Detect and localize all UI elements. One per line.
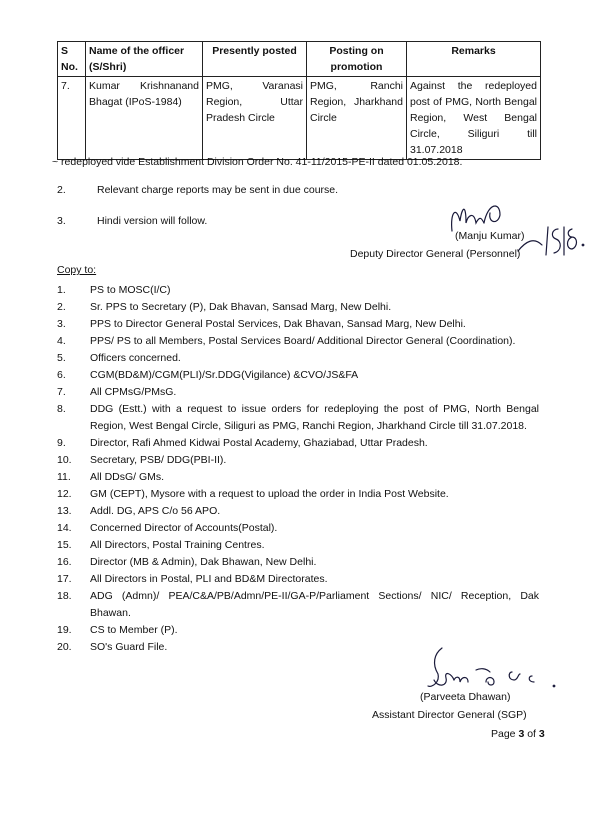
list-item-text: Officers concerned.	[90, 352, 181, 364]
list-item	[57, 503, 539, 520]
list-item	[57, 401, 539, 435]
list-item-number: 9.	[57, 437, 66, 449]
list-item-number: 7.	[57, 386, 66, 398]
list-item-text: CS to Member (P).	[90, 624, 178, 636]
list-item-text: Concerned Director of Accounts(Postal).	[90, 522, 278, 534]
list-item	[57, 469, 539, 486]
officers-table	[57, 41, 541, 160]
list-item-number: 4.	[57, 335, 66, 347]
page-of: of	[524, 728, 539, 740]
signatory-name: (Parveeta Dhawan)	[420, 691, 511, 703]
list-item-number: 15.	[57, 539, 72, 551]
list-item-text: SO's Guard File.	[90, 641, 168, 653]
cell-sno: 7.	[58, 77, 86, 160]
page-total: 3	[538, 728, 545, 740]
signatory-designation: Deputy Director General (Personnel)	[350, 248, 521, 260]
list-item	[57, 299, 539, 316]
list-item-text: PPS to Director General Postal Services, Dak Bhavan, Sansad Marg, New Delhi.	[90, 318, 466, 330]
list-item-number: 18.	[57, 590, 72, 602]
header-remarks: Remarks	[407, 42, 541, 77]
cell-posting-on-promotion: PMG, Ranchi Region, Jharkhand Circle	[307, 77, 407, 160]
cell-presently-posted: PMG, Varanasi Region, Uttar Pradesh Circle	[203, 77, 307, 160]
header-presently-posted: Presently posted	[203, 42, 307, 77]
list-item	[57, 350, 539, 367]
list-item	[57, 333, 539, 350]
cell-officer-name: Kumar Krishnanand Bhagat (IPoS-1984)	[86, 77, 203, 160]
cell-remarks: Against the redeployed post of PMG, North Bengal Region, West Bengal Circle, Siliguri till 31.07.2018	[407, 77, 541, 160]
list-item-number: 19.	[57, 624, 72, 636]
list-item-text: Sr. PPS to Secretary (P), Dak Bhavan, Sansad Marg, New Delhi.	[90, 301, 392, 313]
list-item-text: All Directors, Postal Training Centres.	[90, 539, 265, 551]
list-item	[57, 486, 539, 503]
list-item-text: All CPMsG/PMsG.	[90, 386, 177, 398]
list-item-number: 10.	[57, 454, 72, 466]
header-name: Name of the officer (S/Shri)	[86, 42, 203, 77]
footnote: ~ redeployed vide Establishment Division Order No. 41-11/2015-PE-II dated 01.05.2018.	[52, 156, 463, 168]
list-item-number: 20.	[57, 641, 72, 653]
paragraph-number: 3.	[57, 215, 66, 227]
list-item-number: 11.	[57, 471, 71, 483]
list-item	[57, 282, 539, 299]
list-item	[57, 537, 539, 554]
list-item-text: All Directors in Postal, PLI and BD&M Directorates.	[90, 573, 328, 585]
copy-to-list	[57, 282, 539, 656]
list-item	[57, 588, 539, 622]
list-item-text: PPS/ PS to all Members, Postal Services Board/ Additional Director General (Coordination).	[90, 335, 516, 347]
paragraph-text: Hindi version will follow.	[97, 215, 208, 227]
list-item-number: 3.	[57, 318, 66, 330]
table-row	[58, 77, 541, 160]
list-item-number: 17.	[57, 573, 72, 585]
list-item-text: Secretary, PSB/ DDG(PBI-II).	[90, 454, 227, 466]
list-item-text: All DDsG/ GMs.	[90, 471, 165, 483]
signatory-designation: Assistant Director General (SGP)	[372, 709, 527, 721]
list-item-text: Addl. DG, APS C/o 56 APO.	[90, 505, 221, 517]
list-item-text: Director (MB & Admin), Dak Bhawan, New Delhi.	[90, 556, 317, 568]
list-item	[57, 316, 539, 333]
list-item	[57, 452, 539, 469]
table-header-row	[58, 42, 541, 77]
signatory-name: (Manju Kumar)	[455, 230, 525, 242]
list-item-number: 5.	[57, 352, 66, 364]
list-item-text: Director, Rafi Ahmed Kidwai Postal Academy, Ghaziabad, Uttar Pradesh.	[90, 437, 428, 449]
list-item	[57, 622, 539, 639]
list-item-number: 6.	[57, 369, 66, 381]
list-item	[57, 384, 539, 401]
copy-to-heading: Copy to:	[57, 264, 97, 276]
paragraph-text: Relevant charge reports may be sent in due course.	[97, 184, 339, 196]
list-item	[57, 367, 539, 384]
list-item-text: PS to MOSC(I/C)	[90, 284, 171, 296]
page-current: 3	[518, 728, 525, 740]
list-item-number: 2.	[57, 301, 66, 313]
list-item	[57, 571, 539, 588]
list-item-number: 16.	[57, 556, 72, 568]
list-item-text: ADG (Admn)/ PEA/C&A/PB/Admn/PE-II/GA-P/Parliament Sections/ NIC/ Reception, Dak Bhawan.	[90, 590, 539, 619]
page-number	[491, 728, 545, 740]
list-item-number: 13.	[57, 505, 72, 517]
list-item-number: 1.	[57, 284, 66, 296]
list-item	[57, 435, 539, 452]
list-item	[57, 554, 539, 571]
list-item-text: DDG (Estt.) with a request to issue orders for redeploying the post of PMG, North Bengal Region, West Bengal Circle, Siliguri as PMG, Ranchi Region, Jharkhand Circle till 31.07.2018.	[90, 403, 539, 432]
page-prefix: Page	[491, 728, 519, 740]
list-item-number: 12.	[57, 488, 72, 500]
list-item-text: GM (CEPT), Mysore with a request to upload the order in India Post Website.	[90, 488, 449, 500]
header-sno: S No.	[58, 42, 86, 77]
paragraph-number: 2.	[57, 184, 66, 196]
list-item-text: CGM(BD&M)/CGM(PLI)/Sr.DDG(Vigilance) &CVO/JS&FA	[90, 369, 359, 381]
list-item-number: 8.	[57, 403, 66, 415]
header-posting-on-promotion: Posting on promotion	[307, 42, 407, 77]
list-item-number: 14.	[57, 522, 72, 534]
list-item	[57, 520, 539, 537]
